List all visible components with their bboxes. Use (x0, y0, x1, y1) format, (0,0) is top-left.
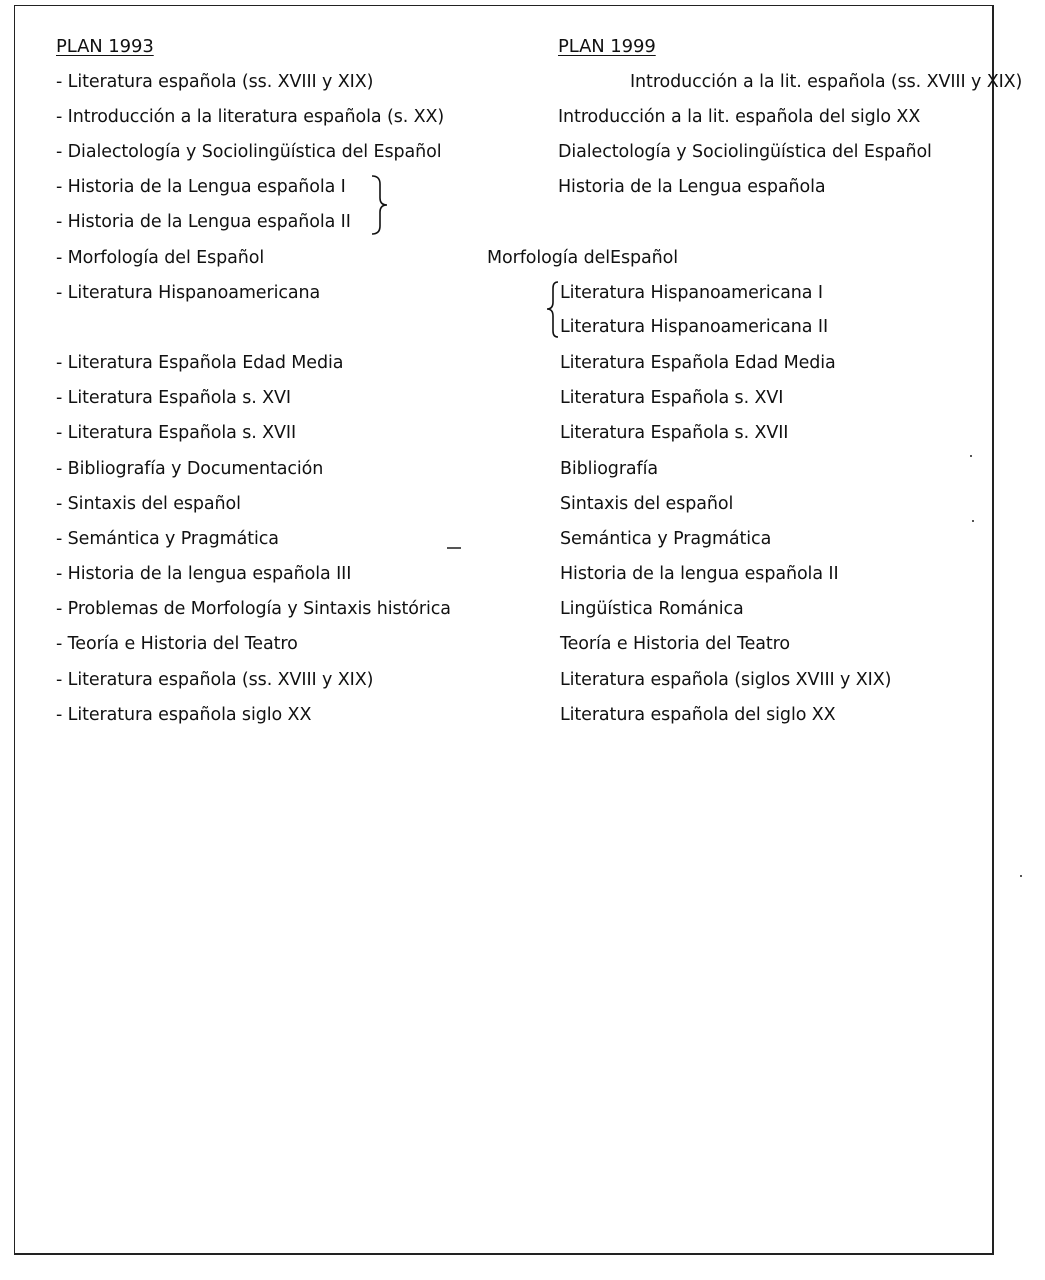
plan-1999-item: Lingüística Románica (560, 599, 744, 619)
plan-1999-item: Teoría e Historia del Teatro (560, 634, 790, 654)
scan-mark (970, 455, 972, 457)
plan-1999-item: Historia de la lengua española II (560, 564, 839, 584)
plan-1993-item: - Introducción a la literatura española (s. XX) (56, 107, 445, 127)
plan-1999-item: Dialectología y Sociolingüística del Español (558, 142, 932, 162)
left-brace-icon (544, 280, 560, 340)
plan-1999-item: Literatura Española s. XVII (560, 423, 789, 443)
plan-1993-heading: PLAN 1993 (56, 36, 154, 57)
plan-1993-item: - Literatura Hispanoamericana (56, 283, 321, 303)
scan-mark (972, 520, 974, 522)
plan-1993-item: - Literatura española (ss. XVIII y XIX) (56, 72, 374, 92)
plan-1999-item: Introducción a la lit. española (ss. XVIII y XIX) (630, 72, 1023, 92)
plan-1993-item: - Bibliografía y Documentación (56, 459, 324, 479)
plan-1993-item: - Historia de la lengua española III (56, 564, 352, 584)
right-brace-icon (368, 174, 392, 236)
plan-1999-item: Historia de la Lengua española (558, 177, 826, 197)
plan-1999-item: Morfología delEspañol (487, 248, 678, 268)
plan-1993-item: - Literatura Española Edad Media (56, 353, 344, 373)
plan-1999-item: Introducción a la lit. española del siglo XX (558, 107, 921, 127)
plan-1993-item: - Sintaxis del español (56, 494, 241, 514)
plan-1993-item: - Problemas de Morfología y Sintaxis histórica (56, 599, 451, 619)
plan-1993-item: - Dialectología y Sociolingüística del Español (56, 142, 442, 162)
plan-1999-item: Literatura Hispanoamericana I (560, 283, 823, 303)
plan-1993-item: - Morfología del Español (56, 248, 265, 268)
plan-1993-item: - Historia de la Lengua española II (56, 212, 351, 232)
plan-1999-item: Literatura española (siglos XVIII y XIX) (560, 670, 892, 690)
plan-1993-item: - Semántica y Pragmática (56, 529, 279, 549)
plan-1993-item: - Literatura española siglo XX (56, 705, 312, 725)
plan-1999-heading: PLAN 1999 (558, 36, 656, 57)
plan-1999-item: Literatura Española Edad Media (560, 353, 836, 373)
plan-1993-item: - Historia de la Lengua española I (56, 177, 346, 197)
plan-1993-item: - Literatura Española s. XVI (56, 388, 291, 408)
plan-1993-item: - Literatura española (ss. XVIII y XIX) (56, 670, 374, 690)
plan-1993-item: - Literatura Española s. XVII (56, 423, 297, 443)
plan-1999-item: Literatura española del siglo XX (560, 705, 836, 725)
scan-mark (447, 547, 461, 549)
plan-1999-item: Literatura Hispanoamericana II (560, 317, 829, 337)
scan-mark (1020, 875, 1022, 877)
plan-1993-item: - Teoría e Historia del Teatro (56, 634, 298, 654)
plan-1999-item: Sintaxis del español (560, 494, 734, 514)
plan-1999-item: Semántica y Pragmática (560, 529, 772, 549)
plan-1999-item: Literatura Española s. XVI (560, 388, 784, 408)
plan-1999-item: Bibliografía (560, 459, 658, 479)
